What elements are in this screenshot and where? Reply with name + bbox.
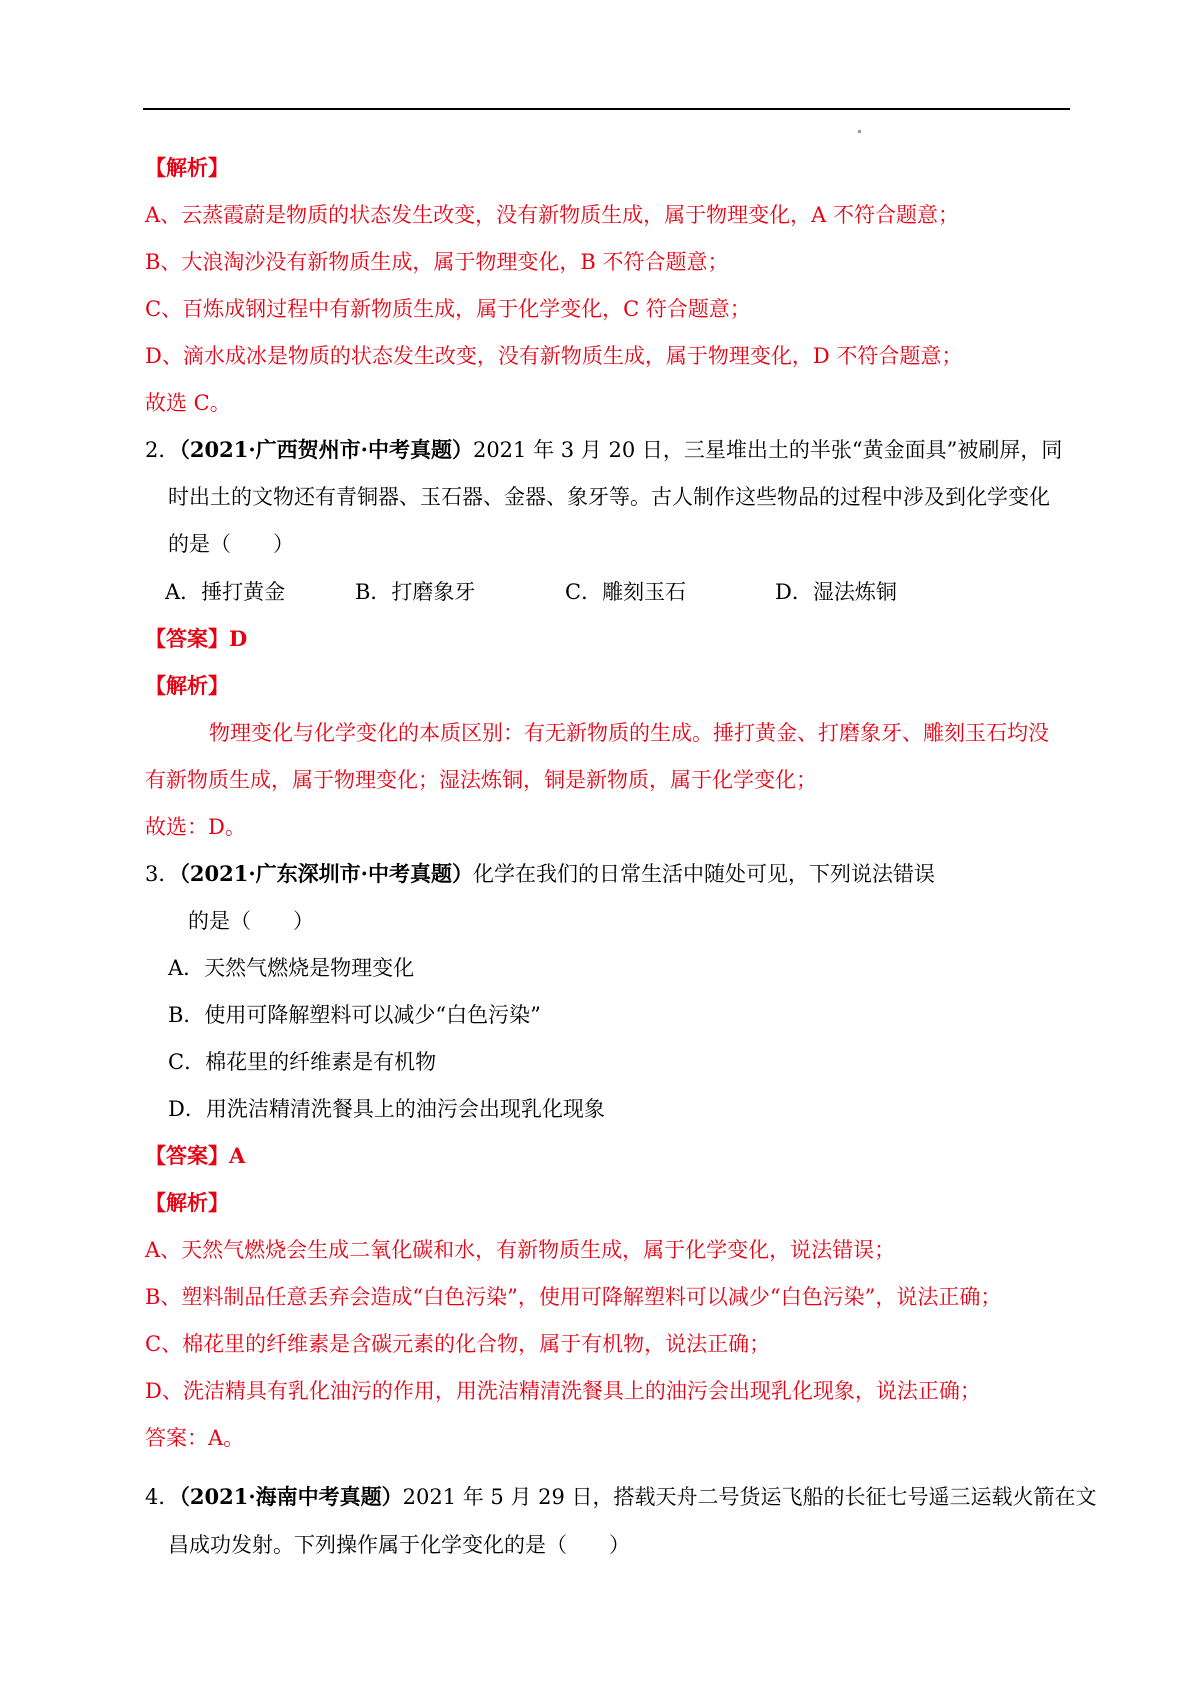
question-4-stem	[145, 1482, 1097, 1512]
page-marker-dot	[858, 130, 861, 133]
analysis-line: 物理变化与化学变化的本质区别：有无新物质的生成。捶打黄金、打磨象牙、雕刻玉石均没	[209, 721, 1049, 745]
conclusion: 故选：D。	[145, 815, 246, 839]
analysis-line: A、天然气燃烧会生成二氧化碳和水，有新物质生成，属于化学变化，说法错误；	[145, 1238, 896, 1262]
analysis-line: C、百炼成钢过程中有新物质生成，属于化学变化，C 符合题意；	[145, 297, 751, 321]
answer-value: D	[229, 626, 248, 651]
question-2-stem	[145, 435, 1062, 465]
option-d: D．用洗洁精清洗餐具上的油污会出现乳化现象	[168, 1097, 605, 1121]
option-d: D．湿法炼铜	[775, 580, 897, 604]
answer-value: A	[229, 1143, 246, 1168]
question-text: 的是（ ）	[188, 909, 314, 933]
answer-row	[145, 1141, 245, 1171]
analysis-line: A、云蒸霞蔚是物质的状态发生改变，没有新物质生成，属于物理变化，A 不符合题意；	[145, 203, 960, 227]
question-number: 3．	[145, 862, 180, 886]
question-text: 的是（ ）	[168, 532, 294, 556]
option-c: C．棉花里的纤维素是有机物	[168, 1050, 437, 1074]
question-3-stem	[145, 859, 935, 889]
answer-label: 【答案】	[145, 626, 229, 651]
answer-label: 【答案】	[145, 1143, 229, 1168]
option-a: A．天然气燃烧是物理变化	[168, 956, 415, 980]
question-text: 昌成功发射。下列操作属于化学变化的是（ ）	[168, 1533, 630, 1557]
option-b: B．使用可降解塑料可以减少“白色污染”	[168, 1003, 541, 1027]
option-a: A．捶打黄金	[165, 580, 286, 604]
analysis-label: 【解析】	[145, 155, 229, 180]
analysis-line: B、塑料制品任意丢弃会造成“白色污染”，使用可降解塑料可以减少“白色污染”，说法正确；	[145, 1285, 1002, 1309]
header-rule	[143, 108, 1070, 110]
conclusion: 故选 C。	[145, 391, 231, 415]
conclusion: 答案：A。	[145, 1426, 245, 1450]
analysis-line: B、大浪淘沙没有新物质生成，属于物理变化，B 不符合题意；	[145, 250, 729, 274]
analysis-line: 有新物质生成，属于物理变化；湿法炼铜，铜是新物质，属于化学变化；	[145, 768, 817, 792]
analysis-line: D、洗洁精具有乳化油污的作用，用洗洁精清洗餐具上的油污会出现乳化现象，说法正确；	[145, 1379, 981, 1403]
option-b: B．打磨象牙	[355, 580, 476, 604]
analysis-label: 【解析】	[145, 1190, 229, 1215]
question-number: 2．	[145, 438, 180, 462]
question-text: 2021 年 3 月 20 日，三星堆出土的半张“黄金面具”被刷屏，同	[472, 438, 1063, 462]
analysis-label: 【解析】	[145, 673, 229, 698]
question-source: （2021·广东深圳市·中考真题）	[179, 861, 473, 886]
option-c: C．雕刻玉石	[565, 580, 687, 604]
question-text: 化学在我们的日常生活中随处可见，下列说法错误	[472, 862, 935, 886]
analysis-line: D、滴水成冰是物质的状态发生改变，没有新物质生成，属于物理变化，D 不符合题意；	[145, 344, 963, 368]
analysis-line: C、棉花里的纤维素是含碳元素的化合物，属于有机物，说法正确；	[145, 1332, 771, 1356]
answer-row	[145, 624, 247, 654]
question-number: 4．	[145, 1485, 180, 1509]
question-text: 时出土的文物还有青铜器、玉石器、金器、象牙等。古人制作这些物品的过程中涉及到化学变化	[168, 485, 1050, 509]
question-source: （2021·广西贺州市·中考真题）	[179, 437, 473, 462]
question-source: （2021·海南中考真题）	[179, 1484, 403, 1509]
question-text: 2021 年 5 月 29 日，搭载天舟二号货运飞船的长征七号遥三运载火箭在文	[402, 1485, 1097, 1509]
